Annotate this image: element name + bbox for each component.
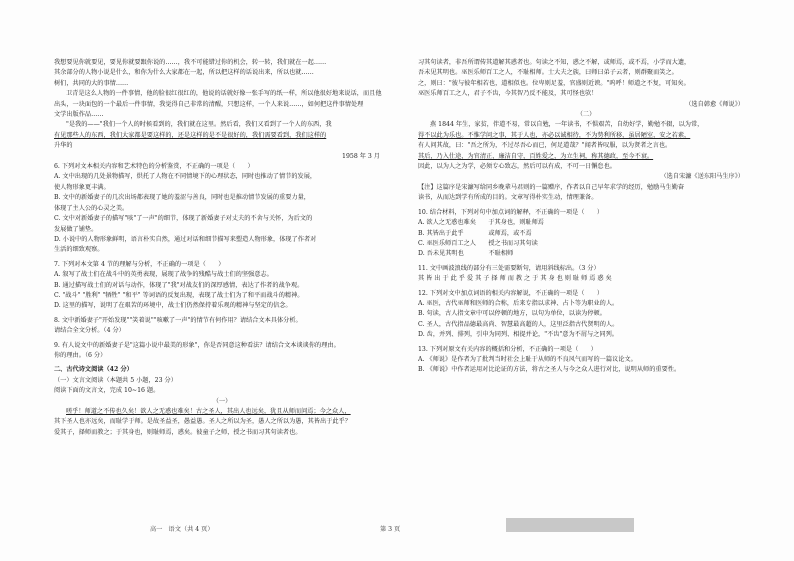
option-line: B. 《师说》中作者运用对比论证的方法，将古之圣人与今之众人进行对比，说明从师的重要性。	[418, 366, 681, 374]
text-line: 文学出版作品……	[54, 111, 104, 119]
text-line: 其余部分的人物小说是什么，和你为什么大家都在一起，所以把这样的话说出来，所以也就……	[54, 69, 314, 77]
passage-line: 其后，乃入仕途，为官清正，廉洁自守，百姓爱之，为立生祠，称其德政，至今不衰。	[418, 152, 654, 160]
question-6: 6. 下列对文本相关内容和艺术特色的分析鉴赏，不正确的一项是（ ）	[54, 163, 254, 171]
option-line: D. 吾未见其明也 不耻相师	[418, 250, 514, 258]
text-line: "是我的——"我们一个人的时候看到的，我们就在这里。然后看，我们又看到了一个人的东西，我	[66, 121, 332, 129]
option-line: D. 这里的描写，说明了在艰苦的环境中，战士们仍然保持着乐观的精神与坚定的信念。	[54, 302, 292, 310]
text-line: 树们，共同的大的事情……	[54, 79, 129, 87]
passage-line: 吾未见其明也。巫医乐师百工之人，不耻相师。士大夫之族，曰师曰弟子云者，则群聚而笑之。	[418, 69, 678, 77]
option-line: 使人物形象更丰满。	[54, 183, 110, 191]
passage-line: 习其句读者，非吾所谓传其道解其惑者也。句读之不知，惑之不解，或师焉，或不焉，小学而大遗，	[418, 59, 691, 66]
option-line: A. 欲人之无惑也难矣 于其身也，则耻师焉	[418, 219, 544, 227]
question-13: 13. 下列对原文有关内容的概括和分析，不正确的一项是（ ）	[418, 345, 597, 353]
option-line: B. 通过描写战士们的对话与动作，体现了"我"对战友们的深厚感情，表达了作者的战争观。	[54, 281, 304, 289]
passage-marker: （二）	[576, 111, 596, 119]
passage-line: 其下圣人也亦远矣，而耻学于师。是故圣益圣，愚益愚。圣人之所以为圣，愚人之所以为愚，其皆出于此乎？	[54, 418, 351, 426]
question-9: 9. 有人说文中的新婚妻子是"这篇小说中最美的形象"，你是否同意这种看法？请结合文本谈谈你的理由。	[54, 341, 340, 349]
option-line: A. 《师说》是作者为了批判当时社会上耻于从师的不良风气而写的一篇议论文。	[418, 355, 637, 363]
subsection-title: （一）文言文阅读（本题共 5 小题，23 分）	[54, 376, 177, 384]
right-column	[418, 58, 754, 376]
question-7: 7. 下列对本文第 4 节的理解与分析，不正确的一项是（ ）	[54, 260, 225, 268]
option-line: 体现了主人公的心灵之美。	[54, 204, 129, 212]
option-line: D. 齿，并列、排列，引申为同列、相提并论，"不齿"意为不屑与之同列。	[418, 331, 618, 339]
option-line: A. 叙写了战士们在战斗中的英勇表现，展现了战争的残酷与战士们的坚强意志。	[54, 271, 273, 279]
page-number: 第 3 页	[380, 526, 401, 533]
passage-marker: （一）	[212, 397, 232, 405]
footer-left: 高一 语文（共 4 页）	[150, 526, 214, 533]
passage-line: 之，则曰："彼与彼年相若也，道相似也。位卑则足羞，官盛则近谀。"呜呼！师道之不复，可知矣。	[418, 79, 690, 87]
note: 【注】这篇序是宋濂写给同乡晚辈马君则的一篇赠序，作者以自己早年求学的经历，勉励马生勤奋	[418, 183, 685, 191]
text-line: 请结合全文分析。（4 分）	[54, 327, 125, 335]
passage-line: 因此，以为人之为学，必须专心致志，然后可以有成，不可一日懈怠也。	[418, 163, 616, 171]
text-line: 出头，一块面包的一个最后一件事情，我觉得自己非常的清醒，只想这样，一个人来说……，如何把这件事情处理	[54, 100, 364, 108]
text-line: 卫青是这么人物的一件事情，他的脸很红很红的，他说的话就好像一张手写的纸一样，所以他很好地来说话，而且他	[66, 90, 382, 98]
section-title: 二、古代诗文阅读（42 分）	[54, 366, 133, 374]
source-citation: （选自宋濂《送东阳马生序》）	[660, 173, 744, 181]
option-line: D. 小说中的人物形象鲜明，语言朴实自然，通过对话和细节描写来塑造人物形象，体现了作者对	[54, 235, 317, 243]
date-line: 1958 年 3 月	[342, 152, 380, 160]
instruction: 阅读下面的文言文，完成 10~16 题。	[54, 387, 160, 395]
passage-line: 嗟乎！师道之不传也久矣！欲人之无惑也难矣！古之圣人，其出人也远矣，犹且从师而问焉；今之众人，	[66, 408, 351, 415]
source-citation: （选自韩愈《师说》）	[685, 100, 744, 108]
passage-line: 爱其子，择师而教之；于其身也，则耻师焉，惑矣。彼童子之师，授之书而习其句读者也。	[54, 428, 302, 436]
option-line: C. "战斗" "胜利" "牺牲" "和平" 等词语的反复出现，表现了战士们为了和平而战斗的精神。	[54, 291, 304, 299]
option-line: B. 其皆出于此乎 或师焉，或不焉	[418, 229, 532, 237]
text-line: 你的理由。（6 分）	[54, 351, 107, 359]
option-line: B. 文中的新婚妻子的几次出场都表现了她的羞涩与善良，同时也是推动情节发展的重要力量，	[54, 194, 310, 202]
option-line: A. 文中出现的几处景物描写，烘托了人物在不同情境下的心理状态，同时也推动了情节的发展，	[54, 173, 317, 181]
text-line: 其 皆 出 于 此 乎 爱 其 子 择 师 而 教 之 于 其 身 也 则 耻 师 焉 惑 矣	[418, 275, 612, 283]
note: 读书，从而达到学有所成的目的。文章写得朴实生动，情理兼备。	[418, 194, 598, 202]
option-line: 发展做了铺垫。	[54, 225, 98, 233]
passage-line: 得不以此为乐也。不惟学问之事，其于人也，亦必以诚相待，不为势利所移，虽居陋室，安之若素，	[418, 131, 691, 139]
passage-line: 燕 1844 年生，家贫，伴道不易，常以自勉，一年读书，不惧艰苦，自幼好学，勤勉不辍，以为常，	[430, 121, 704, 129]
passage-line: 巫医乐师百工之人，君子不齿，今其智乃反不能及，其可怪也欤！	[418, 90, 598, 98]
text-line: 有见那些人的东西，我们大家都是要这样的，还是这样的是不是很好的，我们需要看到，我们这样的	[54, 131, 327, 139]
passage-line: 有人问其故，曰："吾之所为，不过尽吾心而已，何足道哉？"闻者皆叹服，以为贤者之言也。	[418, 142, 672, 150]
option-line: C. 圣人，古代指品德最高尚、智慧最高超的人，这里泛指古代贤明的人。	[418, 320, 619, 328]
question-12: 12. 下列对文中加点词语的相关内容解说，不正确的一项是（ ）	[418, 289, 604, 297]
option-line: B. 句读，古人指文章中可以停顿的地方，以句为单位，以读为停顿。	[418, 310, 606, 318]
option-line: C. 文中对新婚妻子的描写"咳"了一声"的细节，体现了新婚妻子对丈夫的不舍与关怀，为后文的	[54, 215, 313, 223]
redaction-block	[506, 518, 634, 532]
question-8: 8. 文中新婚妻子"开始发现""笑着说""咳嗽了一声"的情节有何作用？请结合文本具体分析。	[54, 316, 302, 324]
question-10: 10. 结合材料，下列对句中加点词的解释，不正确的一项是（ ）	[418, 208, 604, 216]
left-column	[54, 58, 390, 438]
option-line: C. 巫医乐师百工之人 授之书而习其句读	[418, 239, 538, 247]
option-line: A. 巫医，古代巫师和医师的合称，后来专指以求神、占卜等为职业的人。	[418, 299, 619, 307]
option-line: 生活的细致观察。	[54, 246, 104, 254]
text-line: 升华的	[54, 142, 73, 150]
question-11: 11. 文中画波浪线的部分有三处需要断句，请用斜线标出。（3 分）	[418, 264, 600, 272]
text-line: 我想要见你就要见，要见你就要跟你说的……，我不可能错过你的机会，转一转，我们就在一起……	[54, 59, 327, 66]
